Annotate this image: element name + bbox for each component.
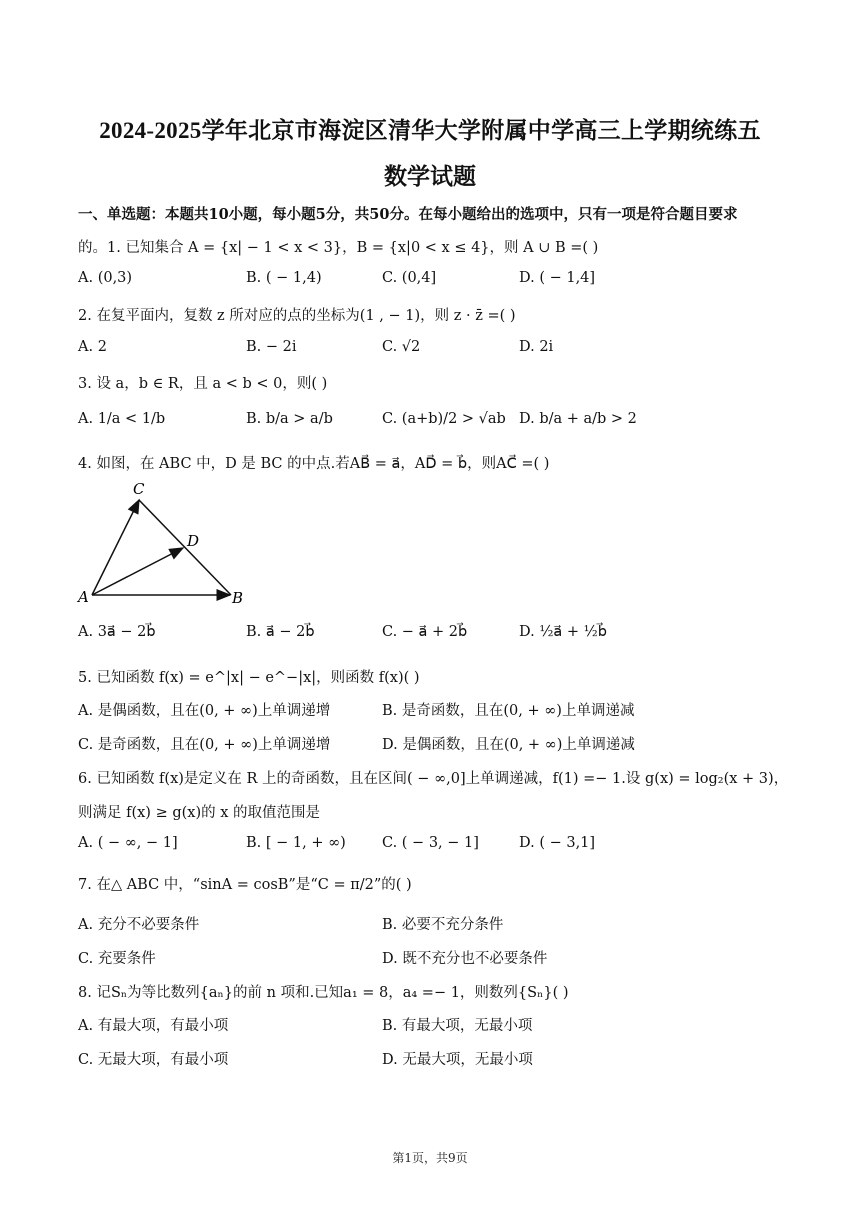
q5-option-b: B. 是奇函数，且在(0, + ∞)上单调递减 (382, 703, 635, 719)
vector-ac (92, 500, 139, 595)
q4-option-d: D. ½a⃗ + ½b⃗ (519, 624, 607, 640)
q2-option-c: C. √2 (382, 339, 421, 355)
q8-stem: 8. 记Sₙ为等比数列{aₙ}的前 n 项和.已知a₁ = 8，a₄ =− 1，则数列{Sₙ}( ) (78, 985, 569, 1001)
section-heading: 一、单选题：本题共10小题，每小题5分，共50分。在每小题给出的选项中，只有一项是符合题目要求 (78, 206, 738, 223)
q2-option-a: A. 2 (78, 339, 107, 355)
q8-option-a: A. 有最大项，有最小项 (78, 1018, 229, 1034)
q7-option-c: C. 充要条件 (78, 951, 156, 967)
q7-stem: 7. 在△ ABC 中，“sinA = cosB”是“C = π/2”的( ) (78, 877, 412, 893)
q4-option-a: A. 3a⃗ − 2b⃗ (78, 624, 156, 640)
q8-option-c: C. 无最大项，有最小项 (78, 1052, 229, 1068)
q1-option-c: C. (0,4] (382, 270, 437, 286)
exam-title: 2024-2025学年北京市海淀区清华大学附属中学高三上学期统练五 (99, 118, 761, 143)
q5-option-d: D. 是偶函数，且在(0, + ∞)上单调递减 (382, 737, 635, 753)
q7-option-d: D. 既不充分也不必要条件 (382, 951, 548, 967)
q8-option-d: D. 无最大项，无最小项 (382, 1052, 533, 1068)
q1-option-b: B. ( − 1,4) (246, 270, 322, 286)
label-a: A (78, 588, 89, 606)
q2-stem: 2. 在复平面内，复数 z 所对应的点的坐标为(1 , − 1)，则 z · z̄ =( ) (78, 308, 516, 324)
vector-ad (92, 548, 183, 595)
segment-cb (139, 500, 231, 595)
q7-option-b: B. 必要不充分条件 (382, 917, 504, 933)
exam-subtitle: 数学试题 (384, 164, 476, 189)
q4-stem: 4. 如图，在 ABC 中，D 是 BC 的中点.若AB⃗ = a⃗，AD⃗ = b⃗，则AC⃗ =( ) (78, 456, 550, 472)
q4-option-b: B. a⃗ − 2b⃗ (246, 624, 315, 640)
q6-option-a: A. ( − ∞, − 1] (78, 835, 178, 851)
q1-option-d: D. ( − 1,4] (519, 270, 596, 286)
q3-option-a: A. 1/a < 1/b (78, 411, 166, 427)
q1-stem: 的。1. 已知集合 A = {x| − 1 < x < 3}，B = {x|0 < x ≤ 4}，则 A ∪ B =( ) (78, 240, 599, 256)
q2-option-d: D. 2i (519, 339, 554, 355)
triangle-figure (75, 478, 250, 608)
q6-stem-line1: 6. 已知函数 f(x)是定义在 R 上的奇函数，且在区间( − ∞,0]上单调递减，f(1) =− 1.设 g(x) = log₂(x + 3)， (78, 771, 789, 787)
q6-stem-line2: 则满足 f(x) ≥ g(x)的 x 的取值范围是 (78, 805, 321, 821)
q6-option-d: D. ( − 3,1] (519, 835, 596, 851)
q5-option-c: C. 是奇函数，且在(0, + ∞)上单调递增 (78, 737, 331, 753)
q2-option-b: B. − 2i (246, 339, 297, 355)
q1-option-a: A. (0,3) (78, 270, 133, 286)
page-footer: 第1页，共9页 (392, 1151, 468, 1165)
label-d: D (187, 532, 200, 550)
q3-option-c: C. (a+b)/2 > √ab (382, 411, 506, 427)
q3-option-b: B. b/a > a/b (246, 411, 333, 427)
q3-stem: 3. 设 a，b ∈ R，且 a < b < 0，则( ) (78, 376, 328, 392)
q8-option-b: B. 有最大项，无最小项 (382, 1018, 533, 1034)
q5-option-a: A. 是偶函数，且在(0, + ∞)上单调递增 (78, 703, 331, 719)
label-c: C (133, 480, 145, 498)
q5-stem: 5. 已知函数 f(x) = e^|x| − e^−|x|，则函数 f(x)( ) (78, 670, 420, 686)
q7-option-a: A. 充分不必要条件 (78, 917, 200, 933)
q3-option-d: D. b/a + a/b > 2 (519, 411, 637, 427)
q6-option-b: B. [ − 1, + ∞) (246, 835, 346, 851)
q4-option-c: C. − a⃗ + 2b⃗ (382, 624, 468, 640)
label-b: B (232, 589, 244, 607)
q6-option-c: C. ( − 3, − 1] (382, 835, 479, 851)
